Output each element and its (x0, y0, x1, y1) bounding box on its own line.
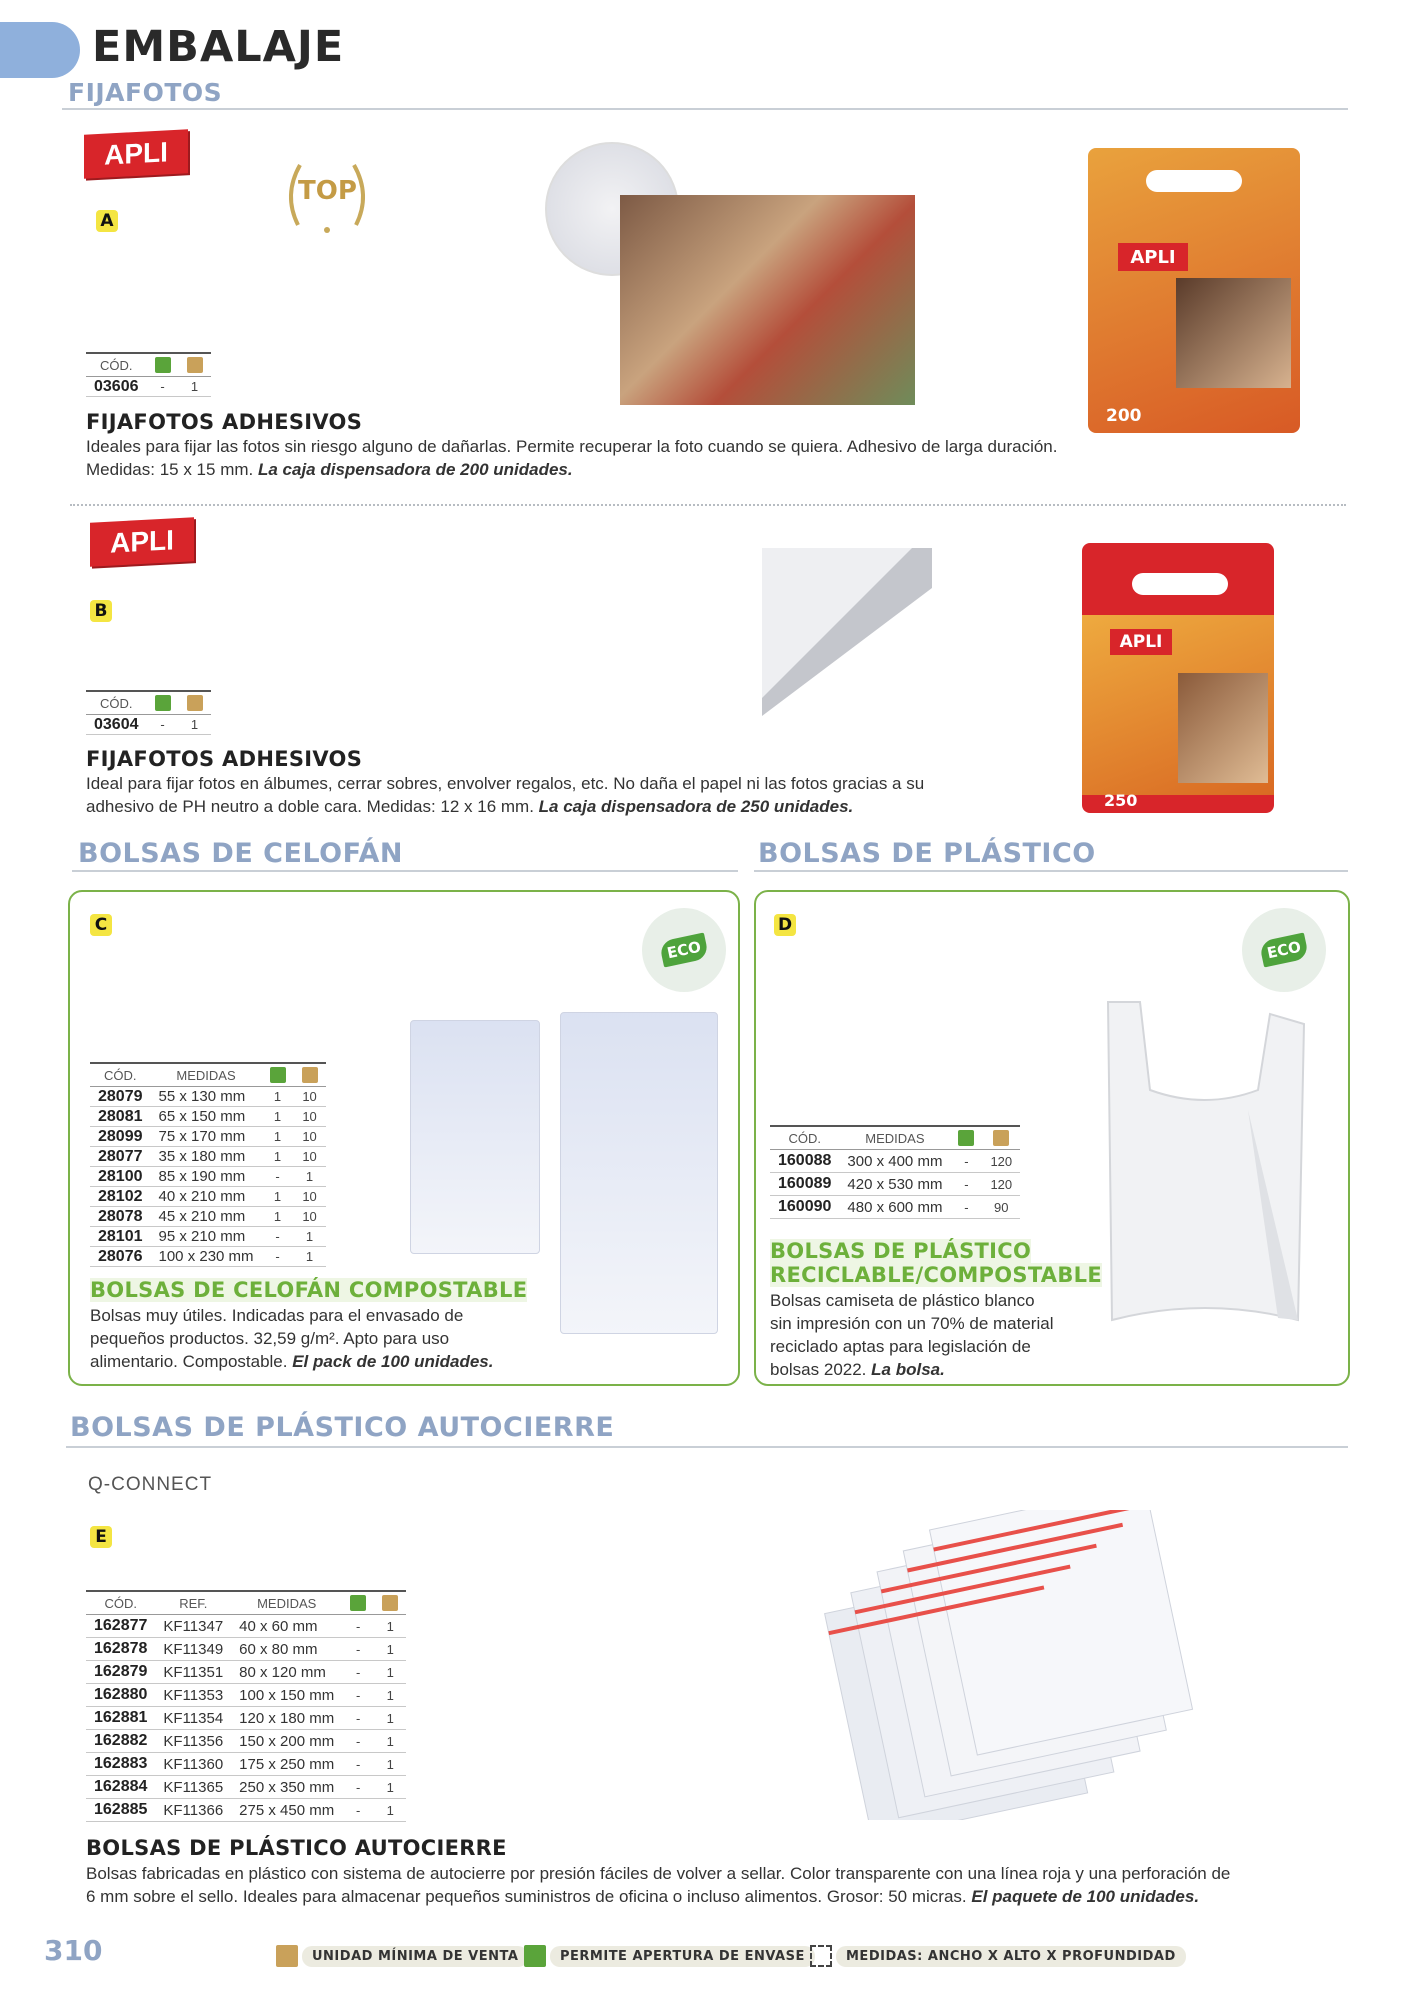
dotted-divider (70, 504, 1346, 506)
product-letter-d: D (774, 914, 796, 936)
gift-box-icon (262, 1063, 294, 1087)
table-row: 28081 65 x 150 mm 1 10 (90, 1107, 326, 1127)
package-box-icon (276, 1945, 298, 1967)
table-row: 03606 - 1 (86, 377, 211, 397)
eco-leaf-icon: ECO (1242, 908, 1326, 992)
package-box-icon (374, 1591, 406, 1615)
table-row: 160090 480 x 600 mm - 90 (770, 1196, 1020, 1219)
box-photo (1178, 673, 1268, 783)
product-letter-a: A (96, 210, 118, 232)
qconnect-logo: Q-CONNECT (88, 1474, 213, 1495)
col-medidas: MEDIDAS (151, 1063, 262, 1087)
eco-leaf-icon: ECO (642, 908, 726, 992)
table-row: 160088 300 x 400 mm - 120 (770, 1150, 1020, 1173)
header-tab (0, 22, 80, 78)
spec-table-b (86, 690, 211, 735)
table-row: 03604 - 1 (86, 715, 211, 735)
product-title-a: FIJAFOTOS ADHESIVOS (86, 410, 363, 434)
cellophane-bag-small (410, 1020, 540, 1254)
product-desc-e: Bolsas fabricadas en plástico con sistema de autocierre por presión fáciles de volver a sellar. Color transparente con una línea roja y una perforación de 6 mm sobre el sello. Ideales para almacenar pequeños suministros de oficina o incluso alimentos. Grosor: 50 micras. El paquete de 100 unidades. (86, 1864, 1231, 1906)
hang-hole (1146, 170, 1242, 192)
product-title-b: FIJAFOTOS ADHESIVOS (86, 747, 363, 771)
col-cod: CÓD. (86, 691, 147, 715)
table-row: 162880 KF11353 100 x 150 mm - 1 (86, 1684, 406, 1707)
col-cod: CÓD. (90, 1063, 151, 1087)
product-desc-b: Ideal para fijar fotos en álbumes, cerrar sobres, envolver regalos, etc. No daña el papel ni las fotos gracias a su adhesivo de PH neutro a doble cara. Medidas: 12 x 16 mm. La caja dispensadora de 250 unidades. (86, 774, 925, 816)
adhesive-tab-image (762, 548, 932, 716)
apli-logo: APLI (84, 129, 188, 178)
package-box-icon (982, 1126, 1020, 1150)
divider (62, 108, 1348, 110)
product-title-c: BOLSAS DE CELOFÁN COMPOSTABLE (90, 1278, 528, 1302)
section-title-fijafotos: FIJAFOTOS (68, 78, 223, 107)
product-title-e: BOLSAS DE PLÁSTICO AUTOCIERRE (86, 1836, 507, 1860)
page-title: EMBALAJE (92, 22, 345, 72)
cellophane-bag-large (560, 1012, 718, 1334)
zip-bags-image (800, 1510, 1280, 1820)
col-cod: CÓD. (770, 1126, 839, 1150)
legend-open: PERMITE APERTURA DE ENVASE (524, 1945, 815, 1967)
table-row: 162884 KF11365 250 x 350 mm - 1 (86, 1776, 406, 1799)
spec-table-d (770, 1125, 1020, 1219)
table-row: 28100 85 x 190 mm - 1 (90, 1167, 326, 1187)
product-letter-b: B (90, 600, 112, 622)
product-title-d-line2: RECICLABLE/COMPOSTABLE (770, 1263, 1102, 1287)
product-title-d-line1: BOLSAS DE PLÁSTICO (770, 1239, 1032, 1263)
box-count: 250 (1104, 791, 1138, 810)
table-row: 160089 420 x 530 mm - 120 (770, 1173, 1020, 1196)
top-badge-label: TOP (298, 176, 357, 206)
box-photo (1176, 278, 1291, 388)
col-ref: REF. (155, 1591, 231, 1615)
product-box-image (1082, 543, 1274, 813)
gift-box-icon (950, 1126, 982, 1150)
legend-measures: MEDIDAS: ANCHO X ALTO X PROFUNDIDAD (810, 1945, 1186, 1967)
table-row: 28102 40 x 210 mm 1 10 (90, 1187, 326, 1207)
box-count: 200 (1106, 406, 1142, 426)
apli-logo: APLI (90, 517, 194, 566)
table-row: 162883 KF11360 175 x 250 mm - 1 (86, 1753, 406, 1776)
table-row: 162877 KF11347 40 x 60 mm - 1 (86, 1615, 406, 1638)
section-title-celofan: BOLSAS DE CELOFÁN (78, 838, 403, 869)
col-cod: CÓD. (86, 353, 147, 377)
legend-unit: UNIDAD MÍNIMA DE VENTA (276, 1945, 528, 1967)
table-row: 28077 35 x 180 mm 1 10 (90, 1147, 326, 1167)
table-row: 28079 55 x 130 mm 1 10 (90, 1087, 326, 1107)
top-badge (278, 150, 376, 240)
table-row: 28101 95 x 210 mm - 1 (90, 1227, 326, 1247)
table-row: 28076 100 x 230 mm - 1 (90, 1247, 326, 1267)
table-row: 162885 KF11366 275 x 450 mm - 1 (86, 1799, 406, 1822)
spec-table-a (86, 352, 211, 397)
section-title-plastico: BOLSAS DE PLÁSTICO (758, 838, 1096, 869)
col-cod: CÓD. (86, 1591, 155, 1615)
children-photo (620, 195, 915, 405)
spec-table-e (86, 1590, 406, 1822)
hang-hole (1132, 573, 1228, 595)
gift-box-icon (147, 353, 179, 377)
package-box-icon (179, 353, 211, 377)
table-row: 162881 KF11354 120 x 180 mm - 1 (86, 1707, 406, 1730)
col-medidas: MEDIDAS (839, 1126, 950, 1150)
tshirt-bag-image (1098, 1000, 1312, 1330)
product-desc-a: Ideales para fijar las fotos sin riesgo alguno de dañarlas. Permite recuperar la foto cuando se quiera. Adhesivo de larga duración. Medidas: 15 x 15 mm. La caja dispensadora de 200 unidades. (86, 437, 1058, 479)
divider (72, 870, 738, 872)
table-row: 28078 45 x 210 mm 1 10 (90, 1207, 326, 1227)
product-desc-c: Bolsas muy útiles. Indicadas para el envasado de pequeños productos. 32,59 g/m². Apto para uso alimentario. Compostable. El pack de 100 unidades. (90, 1306, 494, 1371)
table-row: 162882 KF11356 150 x 200 mm - 1 (86, 1730, 406, 1753)
divider (754, 870, 1348, 872)
product-letter-c: C (90, 914, 112, 936)
gift-box-icon (147, 691, 179, 715)
page-number: 310 (44, 1934, 103, 1967)
product-desc-d: Bolsas camiseta de plástico blanco sin impresión con un 70% de material reciclado aptas para legislación de bolsas 2022. La bolsa. (770, 1291, 1054, 1379)
box-brand: APLI (1118, 243, 1188, 271)
product-letter-e: E (90, 1526, 112, 1548)
table-row: 162879 KF11351 80 x 120 mm - 1 (86, 1661, 406, 1684)
box-brand: APLI (1110, 629, 1172, 655)
table-row: 162878 KF11349 60 x 80 mm - 1 (86, 1638, 406, 1661)
dimension-icon (810, 1945, 832, 1967)
gift-box-icon (524, 1945, 546, 1967)
section-title-autocierre: BOLSAS DE PLÁSTICO AUTOCIERRE (70, 1412, 615, 1443)
col-medidas: MEDIDAS (231, 1591, 342, 1615)
table-row: 28099 75 x 170 mm 1 10 (90, 1127, 326, 1147)
product-box-image (1088, 148, 1300, 433)
gift-box-icon (342, 1591, 374, 1615)
divider (66, 1446, 1348, 1448)
spec-table-c (90, 1062, 326, 1267)
package-box-icon (179, 691, 211, 715)
package-box-icon (294, 1063, 326, 1087)
